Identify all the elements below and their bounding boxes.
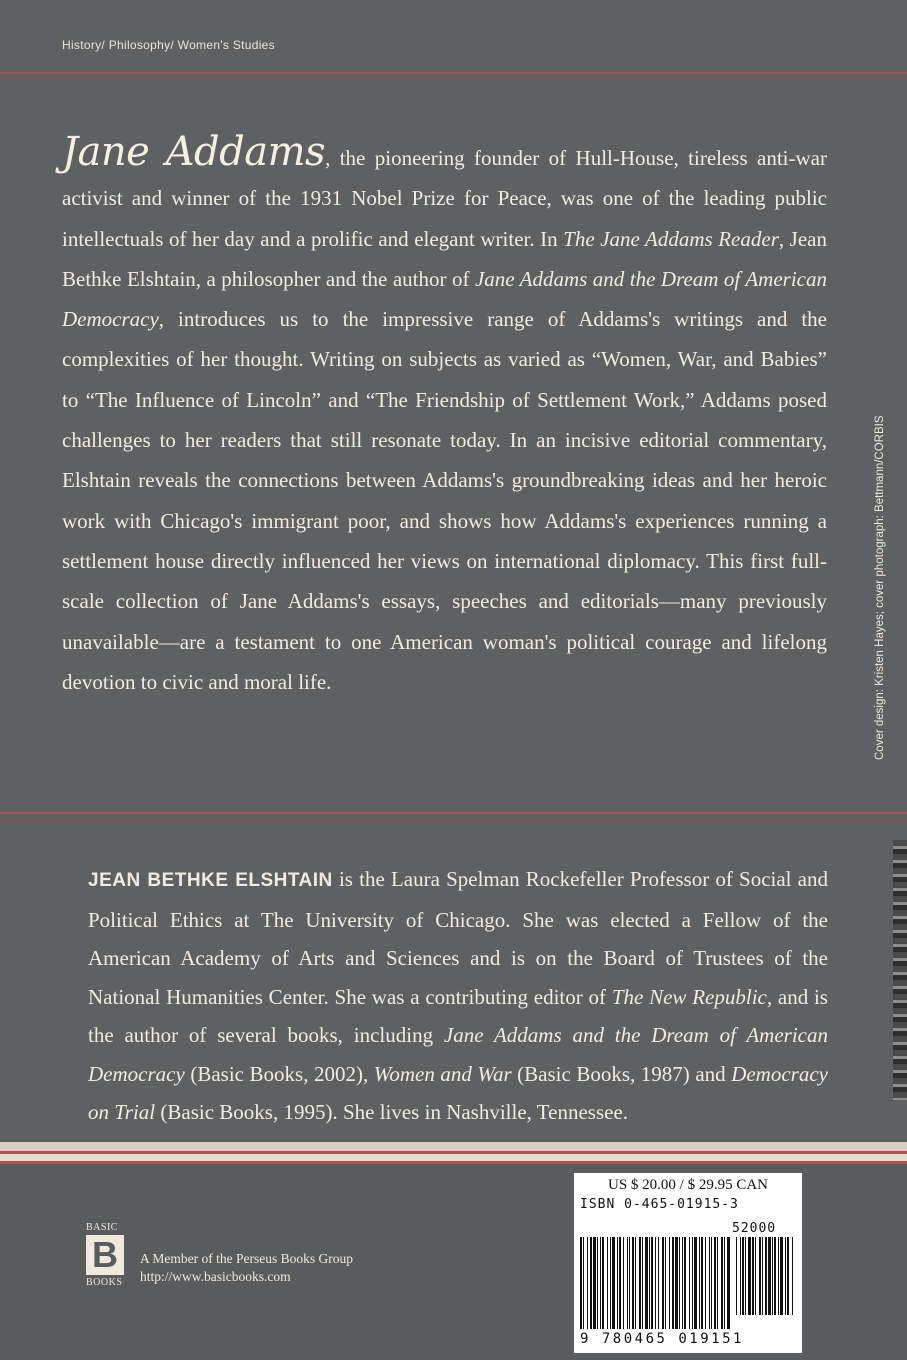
addon-bar [762,1237,763,1315]
barcode-bar [675,1237,678,1329]
barcode-bar [694,1237,697,1329]
isbn-label: ISBN 0-465-01915-3 [580,1197,739,1212]
barcode-bar [711,1237,712,1329]
author-name: JEAN BETHKE ELSHTAIN [88,870,333,891]
barcode-bar [629,1237,630,1329]
barcode-bar [684,1237,686,1329]
barcode-bar [665,1237,666,1329]
addon-bar [768,1237,771,1315]
barcode-digits: 9 780465 019151 [580,1331,744,1347]
barcode-bar [627,1237,628,1329]
barcode-bar [612,1237,615,1329]
barcode-bar [651,1237,653,1329]
barcode-bar [587,1237,588,1329]
barcode-bar [645,1237,648,1329]
middle-rule-thin [0,820,907,821]
photo-edge-strip [893,840,907,1100]
addon-bar [778,1237,779,1315]
barcode-bar [669,1237,670,1329]
addon-bar [774,1237,776,1315]
barcode-bar [649,1237,650,1329]
barcode-bar [705,1237,706,1329]
barcode-bar [623,1237,624,1329]
barcode-bar [655,1237,656,1329]
barcode-bar [692,1237,693,1329]
barcode-bar [639,1237,641,1329]
footer-stripe-1 [0,1142,907,1151]
cover-credit: Cover design: Kristen Hayes; cover photograph: Bettmann/CORBIS [874,415,886,760]
author-bio: JEAN BETHKE ELSHTAIN is the Laura Spelman Rockefeller Professor of Social and Political Ethics at The University of Chicago. She was elected a Fellow of the American Academy of Arts and Sciences and is on the Board of Trustees of the National Humanities Center. She was a contributing editor of The New Republic, and is the author of several books, including Jane Addams and the Dream of American Democracy (Basic Books, 2002), Women and War (Basic Books, 1987) and Democracy on Trial (Basic Books, 1995). She lives in Nashville, Tennessee. [88,867,829,1124]
top-rule-thin [0,78,907,79]
addon-bar [785,1237,786,1315]
barcode-bar [583,1237,584,1329]
barcode-bar [607,1237,608,1329]
barcode-bar [635,1237,636,1329]
barcode-bar [679,1237,680,1329]
barcode-bar [602,1237,604,1329]
addon-bar [742,1237,744,1315]
barcode-bar [701,1237,703,1329]
barcode-bar [721,1237,723,1329]
barcode-box [574,1173,802,1353]
publisher-url: http://www.basicbooks.com [140,1269,291,1284]
middle-rule [0,812,907,814]
barcode-bar [642,1237,643,1329]
addon-bar [736,1237,737,1315]
barcode-bar [682,1237,683,1329]
barcode-bar [672,1237,674,1329]
barcode-bar [727,1237,730,1329]
addon-bar [792,1237,793,1315]
related-book-title: Jane Addams and the Dream of American Democracy [62,266,827,332]
footer-stripe-3 [0,1154,907,1161]
barcode-bar [610,1237,611,1329]
logo-mark: B [86,1235,124,1275]
addon-code: 52000 [732,1221,777,1236]
barcode-bar [617,1237,618,1329]
addon-bar [745,1237,746,1315]
barcode-bar [658,1237,659,1329]
addon-bar [748,1237,751,1315]
barcode-bar [689,1237,690,1329]
barcode-bar [593,1237,596,1329]
addon-bar [755,1237,756,1315]
barcode-bar [632,1237,634,1329]
addon-bar [780,1237,783,1315]
description-paragraph: Jane Addams, the pioneering founder of Hull-House, tireless anti-war activist and winner of the 1931 Nobel Prize for Peace, was one of the leading public intellectuals of her day and a prolific and elegant writer. In The Jane Addams Reader, Jean Bethke Elshtain, a philosopher and the author of Jane Addams and the Dream of American Democracy, introduces us to the impressive range of Addams's writings and the complexities of her thought. Writing on subjects as varied as “Women, War, and Babies” to “The Influence of Lincoln” and “The Friendship of Settlement Work,” Addams posed challenges to her readers that still resonate today. In an incisive editorial commentary, Elshtain reveals the connections between Addams's groundbreaking ideas and her heroic work with Chicago's immigrant poor, and shows how Addams's experiences running a settlement house directly influenced her views on international diplomacy. This first full-scale collection of Jane Addams's essays, speeches and editorials—many previously unavailable—are a testament to one American woman's political courage and lifelong devotion to civic and moral life. [62,129,827,694]
addon-bar [772,1237,773,1315]
addon-bar [740,1237,741,1315]
barcode [580,1237,796,1329]
publisher-info [140,1250,353,1286]
footer-stripe-4 [0,1161,907,1164]
barcode-bar [580,1237,582,1329]
barcode-bar [699,1237,700,1329]
publisher-group: A Member of the Perseus Books Group [140,1251,353,1266]
barcode-bar [597,1237,598,1329]
barcode-bar [709,1237,710,1329]
addon-bar [752,1237,754,1315]
barcode-bar [724,1237,725,1329]
barcode-bar [662,1237,664,1329]
price-label: US $ 20.00 / $ 29.95 CAN [607,1177,768,1193]
barcode-bar [619,1237,621,1329]
addon-bar [787,1237,789,1315]
addon-bar [765,1237,767,1315]
script-name: Jane Addams [62,129,326,175]
book-title: The Jane Addams Reader [563,226,779,251]
barcode-bar [590,1237,592,1329]
barcode-bar [600,1237,601,1329]
top-rule [0,72,907,74]
publisher-logo: BASIC B BOOKS [86,1222,123,1288]
barcode-bar [714,1237,716,1329]
category-label: History/ Philosophy/ Women's Studies [62,38,275,52]
barcode-bar [717,1237,718,1329]
addon-bar [759,1237,761,1315]
